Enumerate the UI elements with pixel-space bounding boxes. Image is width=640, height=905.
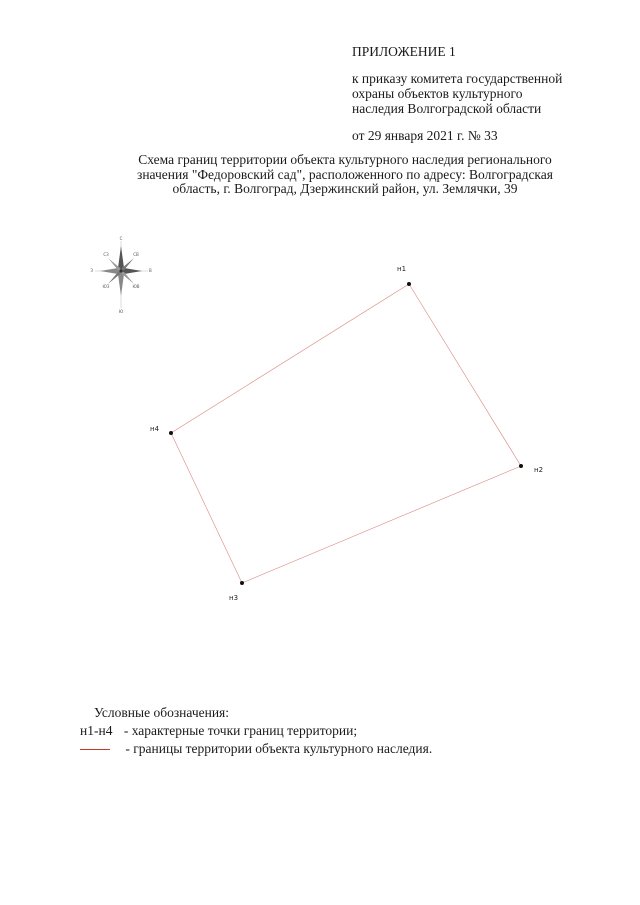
compass-south-label: Ю bbox=[118, 309, 124, 314]
boundary-point-n1 bbox=[407, 282, 411, 286]
boundary-point-n3 bbox=[240, 581, 244, 585]
compass-sw-label: ЮЗ bbox=[102, 284, 110, 289]
legend-points-row bbox=[80, 722, 600, 740]
boundary-point-n4 bbox=[169, 431, 173, 435]
title-line: область, г. Волгоград, Дзержинский район, ул. Землячки, 39 bbox=[172, 181, 518, 196]
compass-rose-icon bbox=[90, 236, 152, 314]
compass-nw-label: СЗ bbox=[103, 252, 109, 257]
compass-west-label: З bbox=[90, 268, 93, 273]
point-label-n2: н2 bbox=[534, 466, 544, 474]
point-label-n4: н4 bbox=[150, 425, 160, 433]
order-line: охраны объектов культурного bbox=[352, 86, 523, 101]
title-line: Схема границ территории объекта культурного наследия регионального bbox=[138, 152, 552, 167]
compass-se-label: ЮВ bbox=[132, 284, 140, 289]
compass-ne-label: СВ bbox=[133, 252, 139, 257]
legend-points-description: - характерные точки границ территории; bbox=[123, 723, 358, 738]
appendix-title: ПРИЛОЖЕНИЕ 1 bbox=[352, 44, 456, 59]
point-label-n1: н1 bbox=[397, 265, 407, 273]
legend-heading: Условные обозначения: bbox=[94, 705, 230, 720]
order-line: наследия Волгоградской области bbox=[352, 101, 542, 116]
legend-boundary-row bbox=[80, 740, 600, 758]
compass-north-label: С bbox=[119, 236, 123, 241]
order-line: к приказу комитета государственной bbox=[352, 71, 563, 86]
legend-points-key: н1-н4 bbox=[80, 723, 113, 738]
boundary-point-n2 bbox=[519, 464, 523, 468]
legend bbox=[80, 704, 600, 758]
order-date: от 29 января 2021 г. № 33 bbox=[352, 128, 498, 143]
territory-boundary bbox=[171, 284, 521, 583]
point-label-n3: н3 bbox=[229, 594, 239, 602]
legend-boundary-description: - границы территории объекта культурного наследия. bbox=[125, 741, 433, 756]
legend-boundary-swatch bbox=[80, 749, 110, 750]
title-line: значения "Федоровский сад", расположенного по адресу: Волгоградская bbox=[137, 166, 553, 182]
compass-east-label: В bbox=[149, 268, 152, 273]
